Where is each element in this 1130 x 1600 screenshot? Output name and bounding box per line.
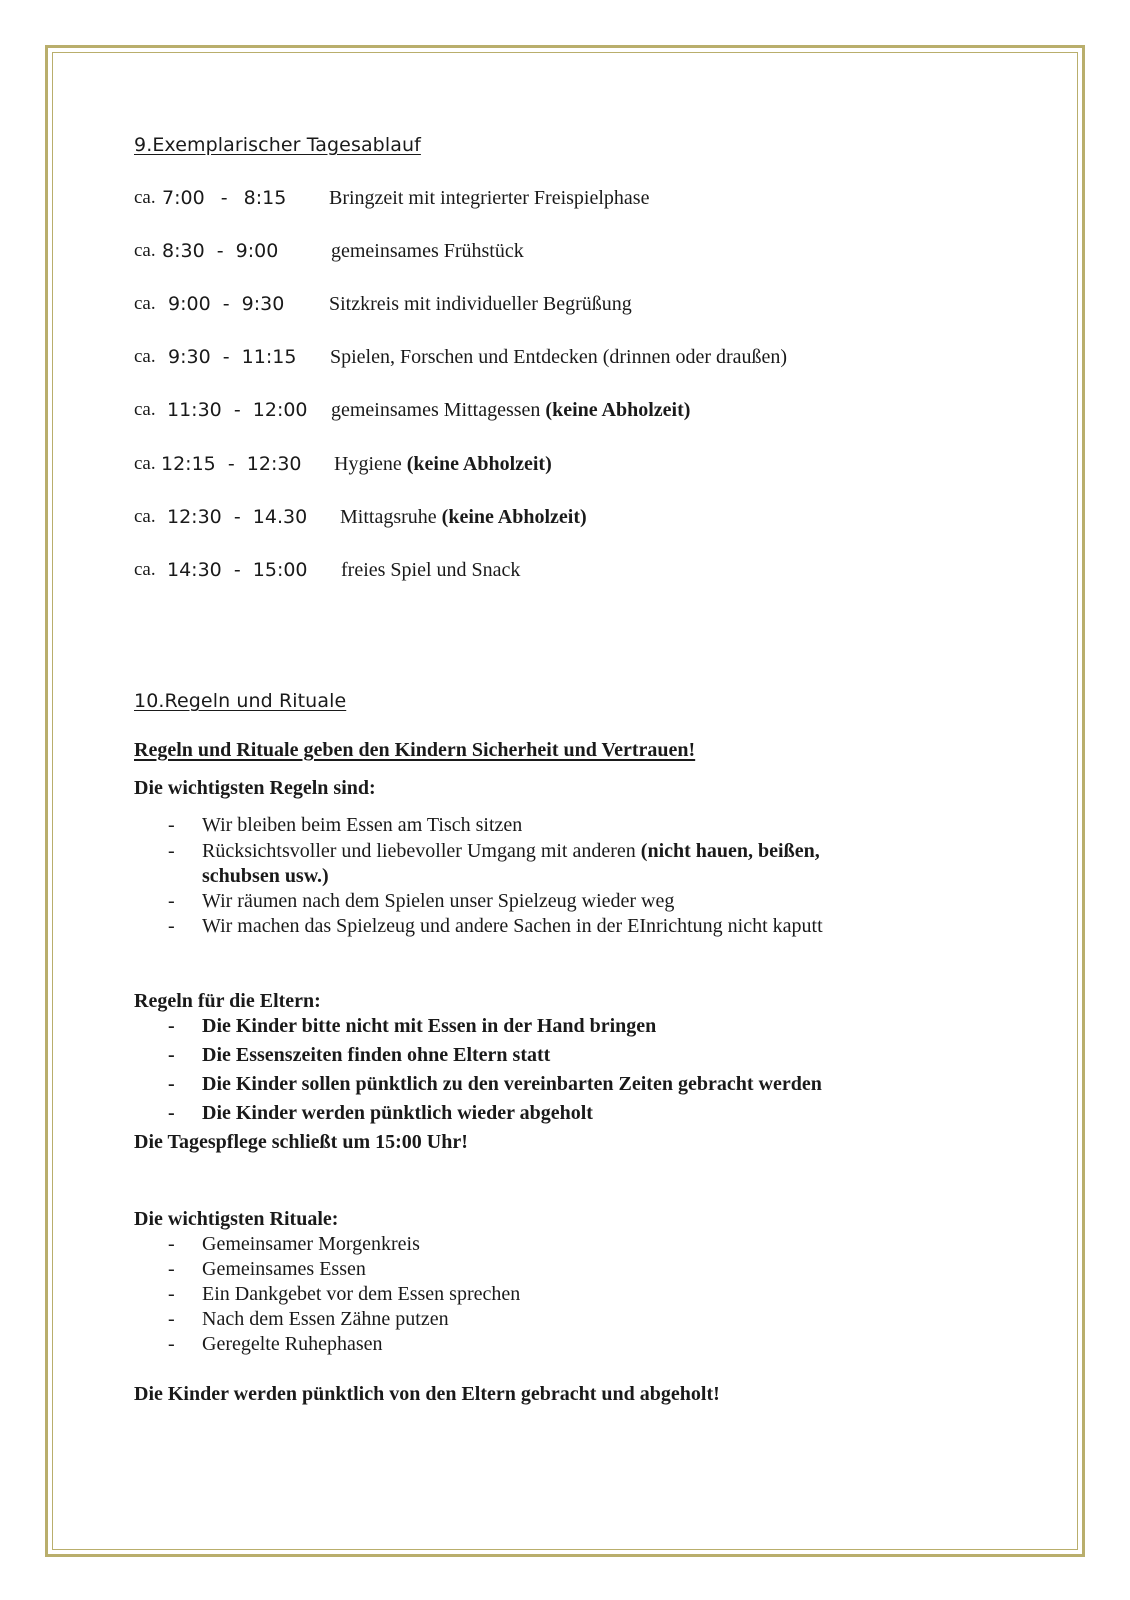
schedule-activity: freies Spiel und Snack [341,559,521,581]
list-dash: - [168,1308,175,1330]
list-item-text: Ein Dankgebet vor dem Essen sprechen [202,1283,521,1305]
schedule-ca: ca. [134,187,156,208]
list-item-text: Gemeinsames Essen [202,1258,366,1280]
list-item-text: Die Kinder bitte nicht mit Essen in der Hand bringen [202,1015,657,1037]
section-10-heading: 10.Regeln und Rituale [134,690,347,712]
schedule-ca: ca. [134,346,156,367]
closing-time-note: Die Tagespflege schließt um 15:00 Uhr! [134,1131,468,1153]
schedule-activity: Mittagsruhe (keine Abholzeit) [340,506,587,528]
list-item-text: Wir bleiben beim Essen am Tisch sitzen [202,814,523,836]
schedule-ca: ca. [134,240,156,261]
schedule-ca: ca. [134,453,156,474]
list-item-text: Geregelte Ruhephasen [202,1333,383,1355]
schedule-activity: gemeinsames Mittagessen (keine Abholzeit) [331,399,691,421]
schedule-time: 11:30 - 12:00 [167,399,308,421]
list-dash: - [168,814,175,836]
schedule-time: 14:30 - 15:00 [167,559,308,581]
final-note: Die Kinder werden pünktlich von den Eltern gebracht und abgeholt! [134,1383,720,1405]
list-item-text: Wir machen das Spielzeug und andere Sachen in der EInrichtung nicht kaputt [202,915,823,937]
schedule-time: 8:30 - 9:00 [162,240,279,262]
list-dash: - [168,1333,175,1355]
list-dash: - [168,1258,175,1280]
schedule-activity: Spielen, Forschen und Entdecken (drinnen oder draußen) [330,346,788,368]
list-item-text: Die Kinder werden pünktlich wieder abgeholt [202,1102,593,1124]
list-dash: - [168,890,175,912]
schedule-time: 9:30 - 11:15 [168,346,297,368]
schedule-ca: ca. [134,293,156,314]
schedule-activity: gemeinsames Frühstück [331,240,524,262]
list-item-text: Wir räumen nach dem Spielen unser Spielzeug wieder weg [202,890,675,912]
schedule-activity: Bringzeit mit integrierter Freispielphase [329,187,650,209]
schedule-activity: Sitzkreis mit individueller Begrüßung [329,293,632,315]
list-item-text: Die Essenszeiten finden ohne Eltern statt [202,1044,551,1066]
list-item-text: Nach dem Essen Zähne putzen [202,1308,449,1330]
schedule-time: 12:30 - 14.30 [167,506,308,528]
schedule-time: 9:00 - 9:30 [168,293,285,315]
list-item-text: Gemeinsamer Morgenkreis [202,1233,420,1255]
list-dash: - [168,1044,175,1066]
schedule-time: 12:15 - 12:30 [161,453,302,475]
list-dash: - [168,1102,175,1124]
schedule-activity: Hygiene (keine Abholzeit) [334,453,552,475]
parents-rules-title: Regeln für die Eltern: [134,990,321,1012]
list-dash: - [168,840,175,862]
schedule-time: 7:00 - 8:15 [162,187,287,209]
schedule-ca: ca. [134,399,156,420]
list-item-text: schubsen usw.) [202,865,329,887]
list-dash: - [168,1283,175,1305]
schedule-ca: ca. [134,559,156,580]
list-dash: - [168,915,175,937]
list-item-text: Die Kinder sollen pünktlich zu den vereinbarten Zeiten gebracht werden [202,1073,822,1095]
list-item-text: Rücksichtsvoller und liebevoller Umgang mit anderen (nicht hauen, beißen, [202,840,820,862]
list-dash: - [168,1015,175,1037]
rituals-title: Die wichtigsten Rituale: [134,1208,339,1230]
schedule-ca: ca. [134,506,156,527]
section-10-subheading: Regeln und Rituale geben den Kindern Sicherheit und Vertrauen! [134,739,696,761]
section-9-heading: 9.Exemplarischer Tagesablauf [134,134,421,156]
list-dash: - [168,1073,175,1095]
list-dash: - [168,1233,175,1255]
rules-title: Die wichtigsten Regeln sind: [134,777,376,799]
